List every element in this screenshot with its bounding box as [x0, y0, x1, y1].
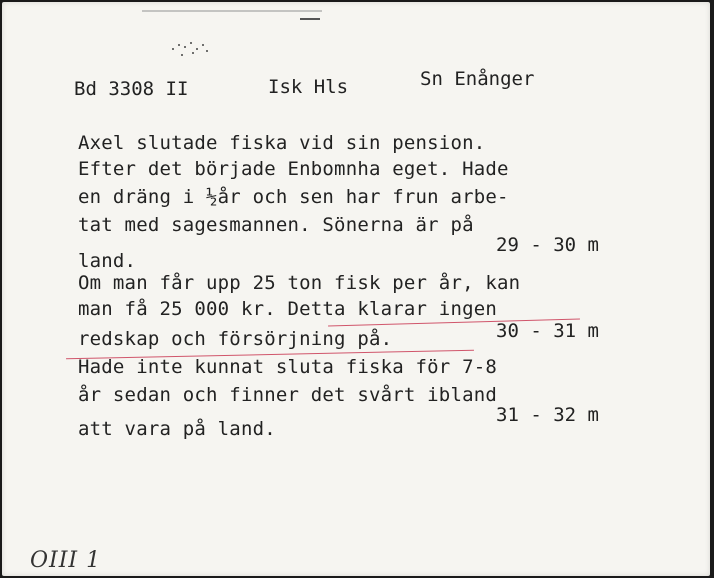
depth-range-1: 29 - 30 m: [496, 234, 599, 256]
handwritten-mark: OIII 1: [30, 548, 102, 573]
card-code: Isk Hls: [268, 76, 349, 98]
text-line-4: tat med sagesmannen. Sönerna är på: [78, 214, 474, 236]
text-line-1: Axel slutade fiska vid sin pension.: [78, 132, 486, 154]
card-parish: Sn Enånger: [420, 68, 535, 90]
text-line-2: Efter det började Enbomnha eget. Hade: [78, 158, 509, 180]
text-line-3: en dräng i ½år och sen har frun arbe-: [78, 186, 509, 208]
text-line-9: Hade inte kunnat sluta fiska för 7-8: [78, 356, 498, 378]
depth-range-2: 30 - 31 m: [496, 320, 599, 342]
top-edge-mark: [142, 10, 322, 12]
text-line-11: att vara på land.: [78, 418, 276, 440]
archive-card: [2, 2, 710, 576]
text-line-8: redskap och försörjning på.: [78, 328, 393, 350]
text-line-10: år sedan och finner det svårt ibland: [78, 384, 498, 406]
dash-mark: [300, 18, 320, 20]
text-line-6: Om man får upp 25 ton fisk per år, kan: [78, 272, 521, 294]
depth-range-3: 31 - 32 m: [496, 404, 599, 426]
text-line-5: land.: [78, 250, 137, 272]
text-line-7: man få 25 000 kr. Detta klarar ingen: [78, 298, 498, 320]
card-reference: Bd 3308 II: [74, 78, 189, 100]
